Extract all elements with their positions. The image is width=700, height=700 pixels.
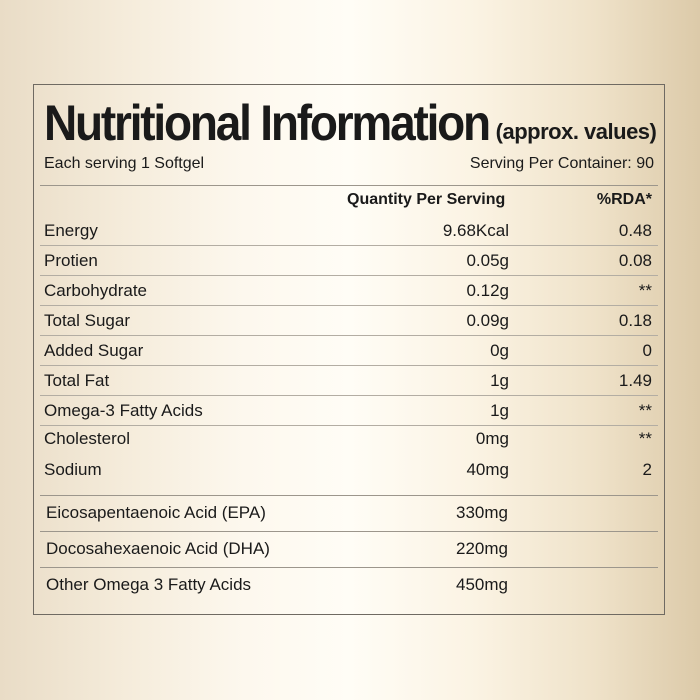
table-row [34,335,664,365]
nutrient-quantity: 0mg [475,429,509,448]
table-row [34,305,664,335]
table-row [34,245,664,275]
nutrient-quantity: 0g [490,341,509,360]
nutrient-quantity: 9.68Kcal [442,221,509,240]
nutrient-name: Total Sugar [44,311,130,330]
panel-subtitle: (approx. values) [495,119,657,144]
title-row [44,89,656,149]
nutrient-quantity: 0.12g [466,281,509,300]
nutrient-name: Carbohydrate [44,281,148,300]
nutrient-rda: 0 [642,341,652,360]
nutrition-panel [33,84,665,615]
nutrient-name: Total Fat [44,371,110,390]
nutrient-quantity: 1g [490,371,509,390]
nutrient-name: Cholesterol [44,429,130,448]
nutrient-name: Sodium [44,460,102,479]
table-row [34,275,664,305]
nutrient-name: Energy [44,221,98,240]
nutrient-quantity: 0.05g [466,251,509,270]
fatty-acid-name: Docosahexaenoic Acid (DHA) [46,539,270,558]
nutrient-rda: 2 [642,460,652,479]
rda-column-header: %RDA* [596,191,652,208]
fatty-acid-quantity: 330mg [456,503,508,522]
quantity-column-header: Quantity Per Serving [347,191,506,208]
nutrient-rda: ** [638,401,652,420]
nutrient-name: Protien [44,251,98,270]
nutrient-rda: 1.49 [618,371,652,390]
nutrient-name: Added Sugar [44,341,144,360]
header-divider [40,185,658,186]
table-row [34,215,664,245]
fatty-acid-row [34,531,664,567]
nutrient-quantity: 40mg [466,460,509,479]
table-row [34,454,664,484]
nutrient-rda: 0.08 [618,251,652,270]
nutrient-quantity: 0.09g [466,311,509,330]
nutrient-rda: ** [638,429,652,448]
nutrient-rda: 0.48 [618,221,652,240]
nutrient-name: Omega-3 Fatty Acids [44,401,203,420]
fatty-acid-name: Other Omega 3 Fatty Acids [46,575,252,594]
table-row [34,423,664,453]
nutrient-rda: ** [638,281,652,300]
nutrient-quantity: 1g [490,401,509,420]
fatty-acid-name: Eicosapentaenoic Acid (EPA) [46,503,266,522]
nutrient-rda: 0.18 [618,311,652,330]
servings-per-container: Serving Per Container: 90 [469,155,654,172]
fatty-acid-row [34,567,664,603]
table-row [34,395,664,425]
fatty-acid-quantity: 450mg [456,575,508,594]
fatty-acid-quantity: 220mg [456,539,508,558]
table-row [34,365,664,395]
serving-size: Each serving 1 Softgel [44,155,205,172]
panel-title: Nutritional Information [44,95,489,151]
fatty-acid-row [34,495,664,531]
